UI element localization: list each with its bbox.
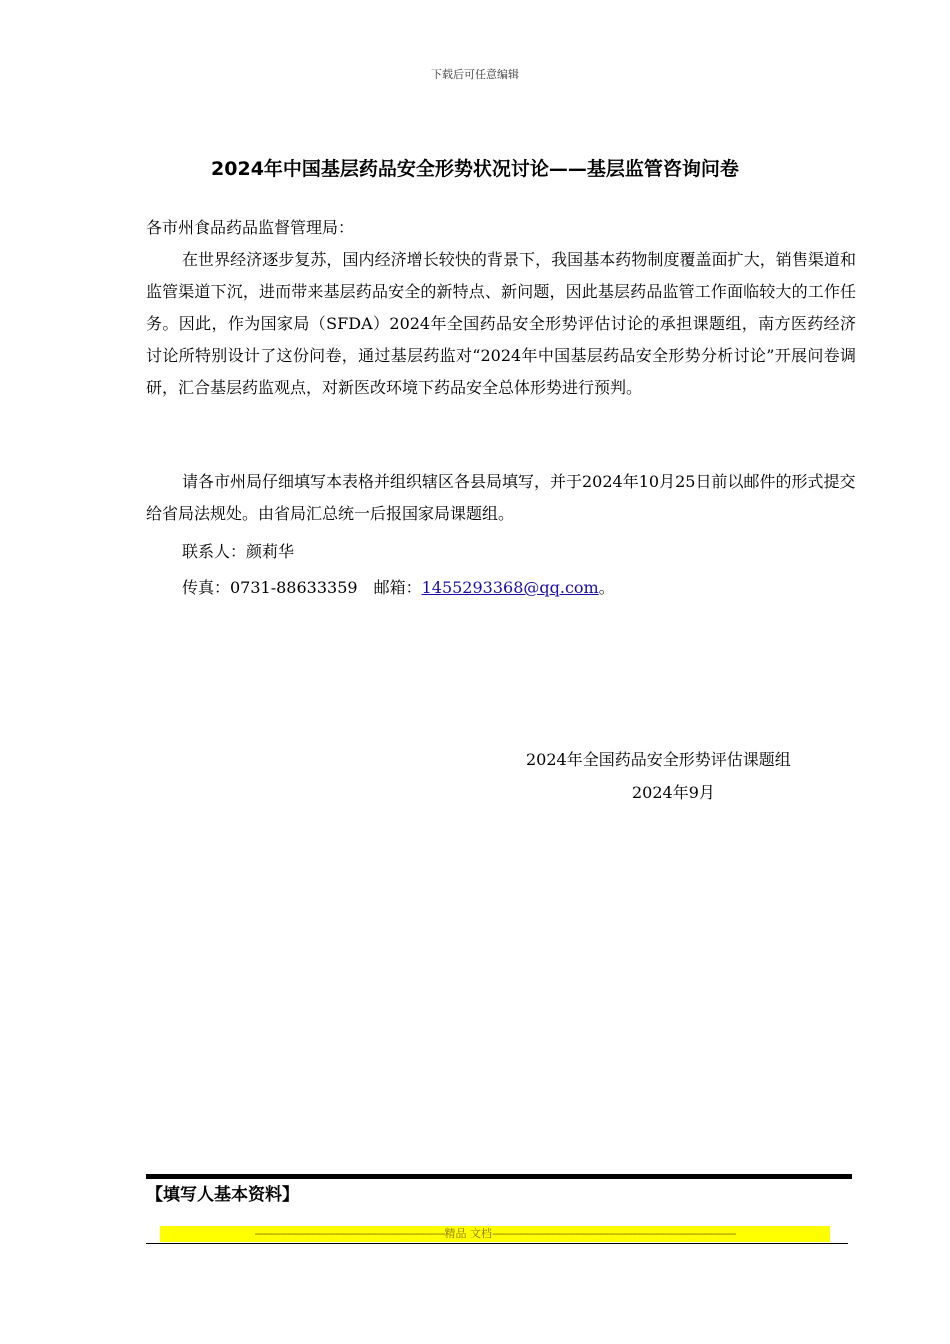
salutation: 各市州食品药品监督管理局： — [146, 218, 355, 237]
email-link[interactable]: 1455293368@qq.com — [421, 578, 599, 597]
intro-paragraph: 在世界经济逐步复苏，国内经济增长较快的背景下，我国基本药物制度覆盖面扩大，销售渠道和监管渠道下沉，进而带来基层药品安全的新特点、新问题，因此基层药品监管工作面临较大的工作任务。因此，作为国家局（SFDA）2024年全国药品安全形势评估讨论的承担课题组，南方医药经济讨论所特别设计了这份问卷，通过基层药监对“2024年中国基层药品安全形势分析讨论”开展问卷调研，汇合基层药监观点，对新医改环境下药品安全总体形势进行预判。 — [146, 250, 856, 397]
signature-group: 2024年全国药品安全形势评估课题组 — [526, 750, 791, 769]
header-note: 下载后可任意编辑 — [431, 68, 519, 81]
fax-label: 传真：0731-88633359 邮箱： — [182, 578, 422, 597]
instruction-paragraph: 请各市州局仔细填写本表格并组织辖区各县局填写，并于2024年10月25日前以邮件的形式提交给省局法规处。由省局汇总统一后报国家局课题组。 — [146, 472, 856, 523]
footer-dashes-left: ---------------------------------------------------------------- — [254, 1227, 445, 1240]
footer-label: 精品 文档 — [444, 1227, 493, 1240]
footer-watermark-band — [160, 1226, 830, 1242]
contact-person: 联系人：颜莉华 — [182, 542, 295, 561]
signature-date: 2024年9月 — [632, 783, 715, 802]
footer-dashes-right: ---------------------------------------------------------------------------------- — [492, 1227, 736, 1240]
document-title: 2024年中国基层药品安全形势状况讨论——基层监管咨询问卷 — [211, 158, 739, 180]
fax-suffix: 。 — [598, 578, 615, 597]
section-divider — [146, 1174, 852, 1179]
footer-rule — [146, 1243, 848, 1244]
fax-email-line — [182, 572, 892, 604]
section-heading: 【填写人基本资料】 — [146, 1185, 299, 1205]
